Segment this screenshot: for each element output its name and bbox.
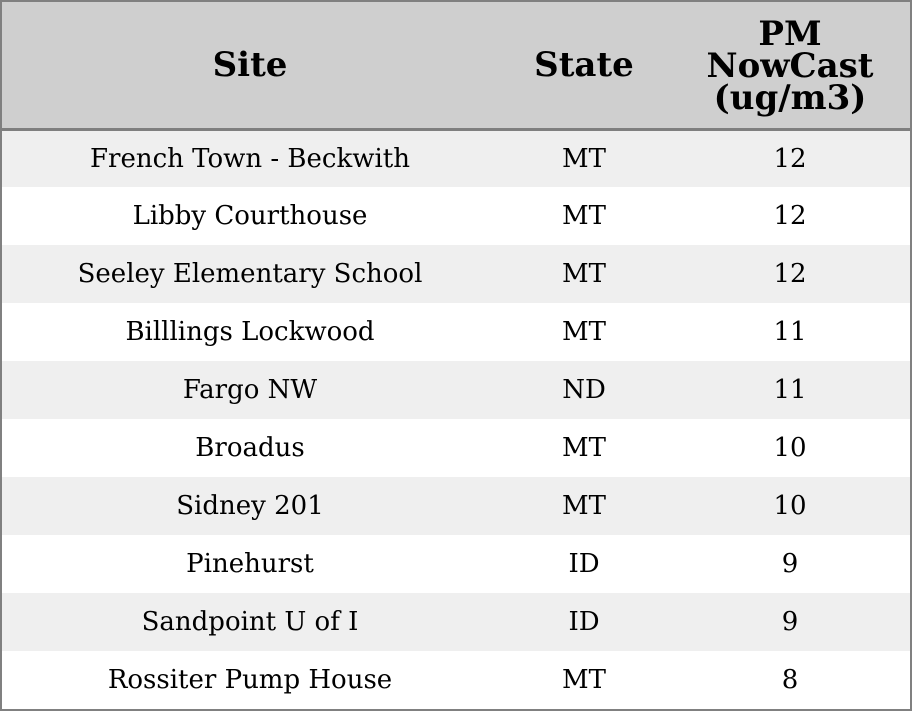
cell-pm: 12 [773, 201, 807, 231]
cell-state: ID [568, 607, 600, 637]
header-row [2, 2, 910, 129]
table-row [2, 419, 910, 477]
cell-state: MT [562, 143, 606, 174]
table-row [2, 651, 910, 709]
pm-nowcast-table [2, 2, 910, 709]
cell-site: Libby Courthouse [132, 201, 368, 231]
table-row [2, 303, 910, 361]
table-body [2, 129, 910, 709]
cell-pm: 9 [781, 549, 799, 579]
cell-site: Pinehurst [186, 549, 314, 579]
table-row [2, 535, 910, 593]
cell-state: MT [562, 259, 606, 289]
cell-site: Billlings Lockwood [125, 317, 375, 347]
cell-state: MT [562, 201, 606, 231]
cell-pm: 10 [773, 433, 807, 463]
table-row [2, 245, 910, 303]
cell-site: Sandpoint U of I [141, 607, 359, 637]
cell-pm: 12 [773, 259, 807, 289]
cell-pm: 9 [781, 607, 799, 637]
table-row [2, 593, 910, 651]
cell-pm: 10 [773, 491, 807, 521]
cell-state: MT [562, 317, 606, 347]
cell-state: MT [562, 665, 606, 695]
header-pm-nowcast: PM NowCast (ug/m3) [670, 2, 910, 129]
table-header [2, 2, 910, 129]
cell-pm: 11 [773, 317, 807, 347]
table-row [2, 361, 910, 419]
cell-site: Fargo NW [182, 375, 318, 405]
cell-pm: 11 [773, 375, 807, 405]
cell-state: ND [562, 375, 606, 405]
cell-site: Sidney 201 [176, 491, 324, 521]
cell-state: ID [568, 549, 600, 579]
cell-pm: 12 [773, 143, 807, 174]
cell-site: Seeley Elementary School [77, 259, 423, 289]
cell-site: French Town - Beckwith [89, 143, 411, 174]
header-site: Site [2, 2, 498, 129]
table-row [2, 477, 910, 535]
cell-state: MT [562, 491, 606, 521]
cell-site: Rossiter Pump House [107, 665, 393, 695]
header-state: State [498, 2, 670, 129]
table-row [2, 129, 910, 187]
table-row [2, 187, 910, 245]
cell-site: Broadus [195, 433, 305, 463]
cell-pm: 8 [781, 665, 799, 695]
cell-state: MT [562, 433, 606, 463]
